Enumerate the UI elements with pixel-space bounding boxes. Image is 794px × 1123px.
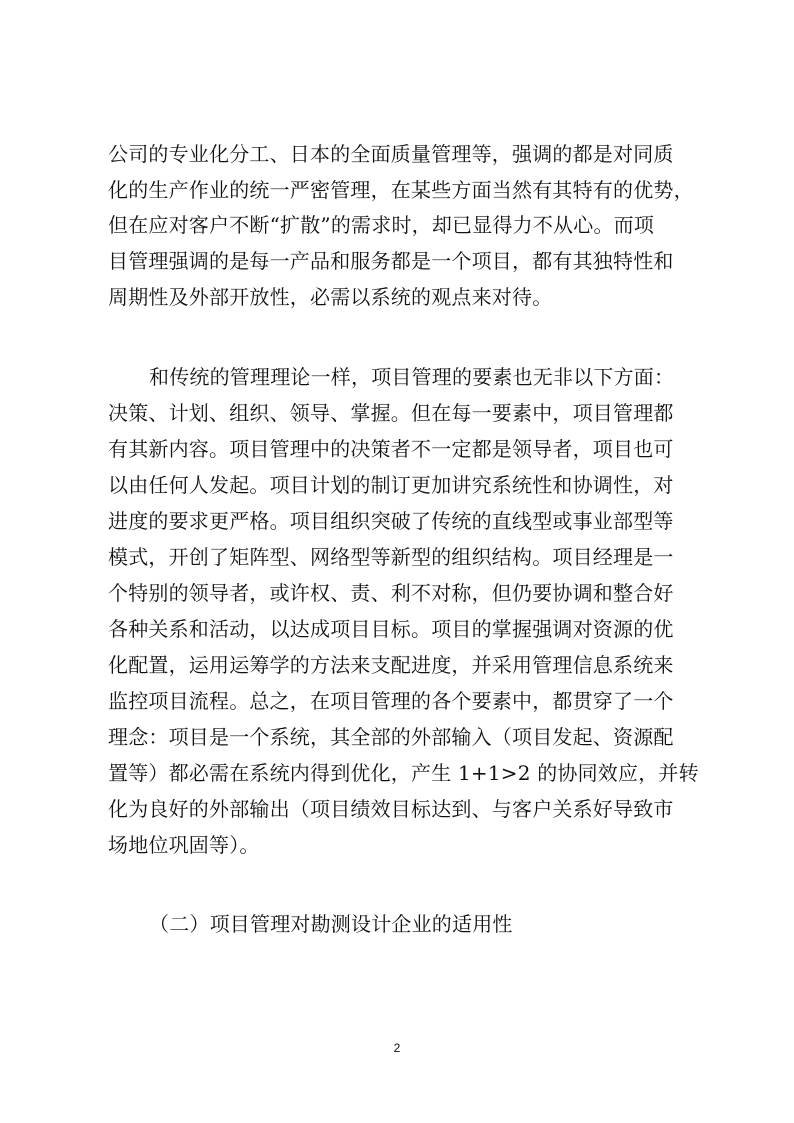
paragraph-2-line-10: 监控项目流程。总之，在项目管理的各个要素中，都贯穿了一个: [108, 689, 674, 713]
paragraph-2-line-8: 各种关系和活动，以达成项目目标。项目的掌握强调对资源的优: [108, 617, 674, 641]
paragraph-2-line-12: 置等）都必需在系统内得到优化，产生 1+1>2 的协同效应，并转: [108, 761, 699, 785]
paragraph-1-line-2: 化的生产作业的统一严密管理，在某些方面当然有其特有的优势，: [108, 178, 694, 202]
paragraph-2-line-5: 进度的要求更严格。项目组织突破了传统的直线型或事业部型等: [108, 509, 674, 533]
paragraph-2-line-9: 化配置，运用运筹学的方法来支配进度，并采用管理信息系统来: [108, 653, 674, 677]
section-heading: （二）项目管理对勘测设计企业的适用性: [149, 912, 513, 936]
paragraph-1-line-5: 周期性及外部开放性，必需以系统的观点来对待。: [108, 285, 553, 309]
paragraph-1-line-3: 但在应对客户不断“扩散”的需求时，却已显得力不从心。而项: [108, 213, 655, 237]
paragraph-2-line-6: 模式，开创了矩阵型、网络型等新型的组织结构。项目经理是一: [108, 545, 674, 569]
paragraph-2-line-1: 和传统的管理理论一样，项目管理的要素也无非以下方面：: [149, 365, 675, 389]
paragraph-2-line-14: 场地位巩固等）。: [108, 833, 260, 857]
paragraph-2-line-11: 理念：项目是一个系统，其全部的外部输入（项目发起、资源配: [108, 725, 674, 749]
paragraph-1-line-1: 公司的专业化分工、日本的全面质量管理等，强调的都是对同质: [108, 142, 674, 166]
paragraph-2-line-3: 有其新内容。项目管理中的决策者不一定都是领导者，项目也可: [108, 437, 674, 461]
paragraph-2-line-7: 个特别的领导者，或许权、责、利不对称，但仍要协调和整合好: [108, 581, 674, 605]
paragraph-2-line-2: 决策、计划、组织、领导、掌握。但在每一要素中，项目管理都: [108, 401, 674, 425]
paragraph-1-line-4: 目管理强调的是每一产品和服务都是一个项目，都有其独特性和: [108, 249, 674, 273]
paragraph-2-line-13: 化为良好的外部输出（项目绩效目标达到、与客户关系好导致市: [108, 797, 674, 821]
paragraph-2-line-4: 以由任何人发起。项目计划的制订更加讲究系统性和协调性，对: [108, 473, 674, 497]
page-number: 2: [393, 1041, 401, 1055]
